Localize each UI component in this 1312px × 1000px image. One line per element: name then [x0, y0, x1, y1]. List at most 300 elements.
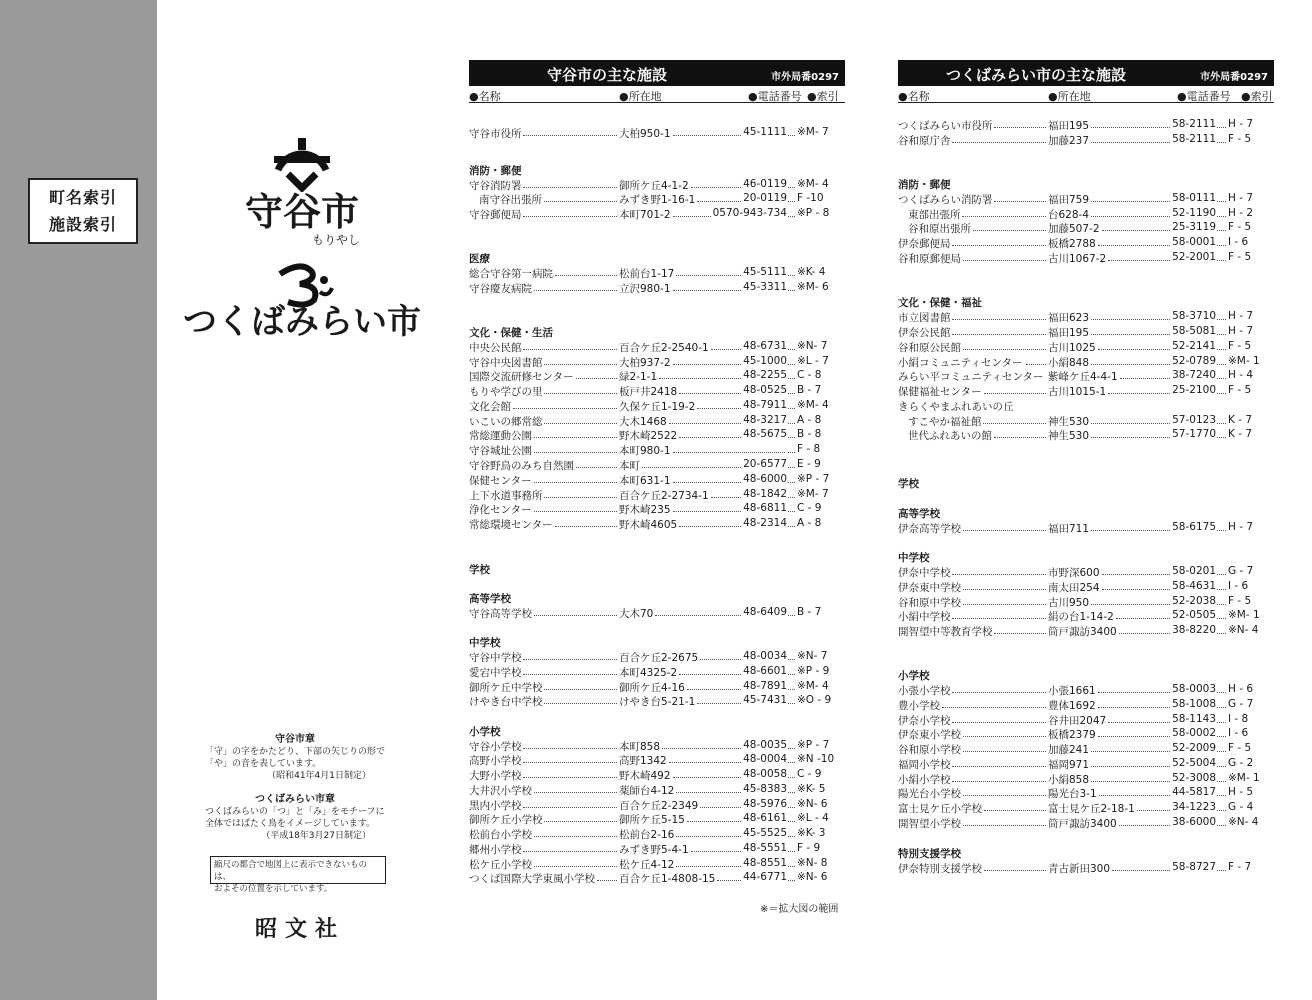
leader-dots — [523, 340, 617, 350]
leader-dots — [963, 727, 1046, 737]
facility-row[interactable] — [469, 126, 845, 140]
facility-name: 守谷消防署 — [469, 180, 522, 192]
facility-row[interactable] — [469, 384, 845, 398]
facility-name: 黒内小学校 — [469, 800, 522, 812]
leader-dots — [788, 178, 795, 188]
leader-dots — [952, 757, 1046, 767]
facility-address: 紫峰ケ丘4-4-1 — [1048, 371, 1118, 383]
leader-dots — [1217, 698, 1226, 708]
facility-row[interactable] — [469, 340, 845, 354]
leader-dots — [963, 786, 1046, 796]
map-index: ※O - 9 — [797, 694, 832, 706]
map-index: ※M- 1 — [1228, 609, 1260, 621]
facility-address: 大木1468 — [619, 416, 667, 428]
leader-dots — [952, 565, 1046, 575]
section-heading: 中学校 — [469, 637, 501, 649]
leader-dots — [1217, 310, 1226, 320]
leader-dots — [1217, 118, 1226, 128]
facility-phone: 58-0001 — [1172, 236, 1216, 248]
map-index: B - 8 — [797, 428, 822, 440]
facility-address: 御所ケ丘4-16 — [619, 682, 685, 694]
map-index: A - 8 — [797, 517, 822, 529]
facility-row[interactable] — [469, 178, 845, 192]
facility-phone: 52-2141 — [1172, 340, 1216, 352]
leader-dots — [1098, 698, 1170, 708]
facility-phone: 58-3710 — [1172, 310, 1216, 322]
tsukuba-emblem-note-line: つくばみらいの「つ」と「み」をモチーフに — [205, 807, 385, 817]
facility-name: 豊小学校 — [898, 700, 940, 712]
leader-dots — [523, 768, 617, 778]
leader-dots — [994, 428, 1046, 438]
moriya-emblem-icon — [268, 130, 336, 192]
facility-phone: 38-7240 — [1172, 369, 1216, 381]
facility-address: 御所ケ丘4-1-2 — [619, 180, 689, 192]
facility-row[interactable] — [898, 772, 1274, 786]
tsukuba-emblem-note-date: （平成18年3月27日制定） — [261, 831, 371, 841]
facility-row[interactable] — [469, 739, 845, 753]
map-index: I - 6 — [1228, 727, 1249, 739]
leader-dots — [1217, 595, 1226, 605]
leader-dots — [788, 812, 795, 822]
facility-name: 高野小学校 — [469, 755, 522, 767]
map-index: H - 7 — [1228, 310, 1254, 322]
section-heading: 文化・保健・福祉 — [898, 297, 982, 309]
facility-name: いこいの郷常総 — [469, 416, 543, 428]
leader-dots — [963, 595, 1046, 605]
facility-row[interactable] — [898, 565, 1274, 579]
facility-row[interactable] — [898, 801, 1274, 815]
facility-address: 青古新田300 — [1048, 863, 1111, 875]
leader-dots — [983, 414, 1046, 424]
facility-phone: 25-3119 — [1172, 221, 1216, 233]
facility-name: 伊奈東小学校 — [898, 729, 961, 741]
facility-address: 板橋2379 — [1048, 729, 1096, 741]
facility-address: 大柏937-2 — [619, 357, 671, 369]
leader-dots — [1217, 428, 1226, 438]
index-tab[interactable] — [28, 178, 138, 244]
facility-phone: 38-6000 — [1172, 816, 1216, 828]
facility-phone: 45-5525 — [743, 827, 787, 839]
section-heading: 医療 — [469, 253, 490, 265]
facility-row[interactable] — [898, 786, 1274, 800]
leader-dots — [534, 606, 617, 616]
leader-dots — [1137, 801, 1170, 811]
facility-address: 南太田254 — [1048, 582, 1100, 594]
town-index-label[interactable]: 町名索引 — [48, 188, 117, 207]
facility-row[interactable] — [469, 281, 845, 295]
leader-dots — [1217, 207, 1226, 217]
facility-row[interactable] — [898, 727, 1274, 741]
leader-dots — [534, 443, 617, 453]
facility-address: 小絹858 — [1048, 774, 1090, 786]
facility-name: 谷和原中学校 — [898, 597, 961, 609]
leader-dots — [1102, 565, 1171, 575]
leader-dots — [788, 458, 795, 468]
leader-dots — [669, 414, 741, 424]
facility-row[interactable] — [469, 473, 845, 487]
facility-row[interactable] — [469, 443, 845, 457]
leader-dots — [1217, 742, 1226, 752]
leader-dots — [523, 665, 617, 675]
facility-phone: 45-1000 — [743, 355, 787, 367]
map-index: F - 5 — [1228, 340, 1252, 352]
facility-row[interactable] — [469, 768, 845, 782]
section-heading: 小学校 — [469, 726, 501, 738]
leader-dots — [1119, 624, 1170, 634]
facility-address: 福田711 — [1048, 523, 1090, 535]
leader-dots — [544, 694, 617, 704]
leader-dots — [576, 369, 617, 379]
facility-name: すこやか福祉館 — [908, 416, 982, 428]
moriya-facility-column — [469, 60, 845, 885]
facility-row[interactable] — [898, 118, 1274, 132]
facility-row[interactable] — [469, 458, 845, 472]
facility-address: 本町701-2 — [619, 209, 671, 221]
leader-dots — [963, 742, 1046, 752]
facility-name: 守谷中央図書館 — [469, 357, 543, 369]
facility-name: 浄化センター — [469, 504, 532, 516]
leader-dots — [534, 473, 617, 483]
facility-phone: 48-6161 — [743, 812, 787, 824]
facility-row[interactable] — [469, 871, 845, 885]
facility-row[interactable] — [469, 827, 845, 841]
leader-dots — [1217, 369, 1226, 379]
section-heading: 高等学校 — [898, 508, 940, 520]
facility-phone: 52-1190 — [1172, 207, 1216, 219]
facility-row[interactable] — [469, 694, 845, 708]
facility-address: 本町4325-2 — [619, 667, 678, 679]
leader-dots — [711, 340, 741, 350]
leader-dots — [788, 739, 795, 749]
leader-dots — [679, 665, 741, 675]
facility-row[interactable] — [898, 355, 1274, 369]
scale-note-line: 縮尺の都合で地図上に表示できないものは、 — [214, 860, 368, 882]
facility-phone: 48-0034 — [743, 650, 787, 662]
facility-address: 富士見ケ丘2-18-1 — [1048, 803, 1135, 815]
facility-phone: 58-0201 — [1172, 565, 1216, 577]
facility-address: 大木70 — [619, 608, 654, 620]
sidebar — [0, 0, 157, 1000]
facility-row[interactable] — [469, 798, 845, 812]
leader-dots — [788, 694, 795, 704]
facility-row[interactable] — [469, 428, 845, 442]
facility-row[interactable] — [898, 521, 1274, 535]
facility-row[interactable] — [898, 683, 1274, 697]
facility-row[interactable] — [469, 517, 845, 531]
facility-phone: 58-0002 — [1172, 727, 1216, 739]
leader-dots — [788, 768, 795, 778]
facility-row[interactable] — [469, 753, 845, 767]
facility-address: 本町 — [619, 460, 640, 472]
column-header — [469, 60, 845, 86]
facility-address: 百合ケ丘2-2734-1 — [619, 490, 709, 502]
facility-name: 国際交流研修センター — [469, 371, 574, 383]
facility-name: 谷和原小学校 — [898, 744, 961, 756]
facility-name: 保健福祉センター — [898, 386, 982, 398]
facility-address: 松ケ丘4-12 — [619, 859, 675, 871]
section-heading: 学校 — [469, 564, 490, 576]
header-name: ●名称 — [469, 90, 501, 103]
facility-address: 筒戸諏訪3400 — [1048, 818, 1117, 830]
facility-address: 福田759 — [1048, 194, 1090, 206]
leader-dots — [788, 355, 795, 365]
leader-dots — [576, 458, 617, 468]
facility-name: 守谷市役所 — [469, 128, 522, 140]
leader-dots — [534, 857, 617, 867]
facility-address: 本町631-1 — [619, 475, 671, 487]
leader-dots — [1108, 251, 1170, 261]
map-index: ※K- 5 — [797, 783, 826, 795]
facility-row[interactable] — [898, 207, 1274, 221]
facility-phone: 48-5675 — [743, 428, 787, 440]
facility-phone: 52-0505 — [1172, 609, 1216, 621]
facility-phone: 46-0119 — [743, 178, 787, 190]
facility-row[interactable] — [898, 816, 1274, 830]
facility-name: 総合守谷第一病院 — [469, 268, 553, 280]
facility-address: 立沢980-1 — [619, 283, 671, 295]
facility-phone: 58-6175 — [1172, 521, 1216, 533]
leader-dots — [1091, 742, 1170, 752]
leader-dots — [1217, 683, 1226, 693]
facility-name: 伊奈特別支援学校 — [898, 863, 982, 875]
map-index: ※P - 7 — [797, 739, 830, 751]
leader-dots — [1091, 133, 1170, 143]
map-index: ※P - 9 — [797, 665, 830, 677]
leader-dots — [788, 443, 795, 453]
facility-phone: 48-5551 — [743, 842, 787, 854]
map-index: F -10 — [797, 192, 824, 204]
facility-row[interactable] — [898, 428, 1274, 442]
facility-name: 守谷城址公園 — [469, 445, 532, 457]
tsukubamirai-city-name: つくばみらい市 — [183, 302, 421, 342]
leader-dots — [952, 772, 1046, 782]
facility-row[interactable] — [898, 236, 1274, 250]
leader-dots — [673, 768, 742, 778]
facility-name: 御所ケ丘小学校 — [469, 814, 543, 826]
leader-dots — [788, 517, 795, 527]
facility-row[interactable] — [469, 842, 845, 856]
facility-address: 野木崎2522 — [619, 430, 678, 442]
leader-dots — [1098, 683, 1170, 693]
facility-phone: 0570-943-734 — [712, 207, 787, 219]
map-index: F - 7 — [1228, 861, 1252, 873]
facility-row[interactable] — [898, 624, 1274, 638]
map-index: I - 6 — [1228, 236, 1249, 248]
facility-row[interactable] — [469, 783, 845, 797]
leader-dots — [679, 428, 741, 438]
facility-address: 御所ケ丘5-15 — [619, 814, 685, 826]
facility-row[interactable] — [469, 665, 845, 679]
facility-row[interactable] — [898, 221, 1274, 235]
map-index: ※M- 1 — [1228, 772, 1260, 784]
publisher-name: 昭文社 — [254, 917, 345, 942]
moriya-city-kana: もりやし — [311, 233, 360, 247]
facility-address: 百合ケ丘2-2349 — [619, 800, 699, 812]
facility-row[interactable] — [898, 192, 1274, 206]
facility-row[interactable] — [469, 606, 845, 620]
facility-phone: 57-0123 — [1172, 414, 1216, 426]
facility-phone: 48-0004 — [743, 753, 787, 765]
facility-name: 開智望小学校 — [898, 818, 961, 830]
facility-name: 小絹コミュニティセンター — [898, 357, 1023, 369]
facility-row[interactable] — [898, 133, 1274, 147]
leader-dots — [659, 369, 741, 379]
map-index: H - 4 — [1228, 369, 1254, 381]
facility-row[interactable] — [469, 650, 845, 664]
facility-row[interactable] — [469, 857, 845, 871]
leader-dots — [1102, 221, 1171, 231]
facility-name: 守谷中学校 — [469, 652, 522, 664]
facility-name: 守谷野鳥のみち自然園 — [469, 460, 574, 472]
leader-dots — [1217, 713, 1226, 723]
facility-row[interactable] — [898, 251, 1274, 265]
facility-row[interactable] — [898, 609, 1274, 623]
facility-phone: 52-0789 — [1172, 355, 1216, 367]
facility-address: 薬師台4-12 — [619, 785, 675, 797]
map-index: G - 7 — [1228, 565, 1254, 577]
leader-dots — [994, 192, 1046, 202]
facility-row[interactable] — [898, 757, 1274, 771]
facility-row[interactable] — [898, 861, 1274, 875]
facility-row[interactable] — [469, 414, 845, 428]
facility-name: 開智望中等教育学校 — [898, 626, 993, 638]
facility-phone: 52-3008 — [1172, 772, 1216, 784]
facility-phone: 58-5081 — [1172, 325, 1216, 337]
map-index: ※M- 7 — [797, 488, 829, 500]
leader-dots — [788, 207, 795, 217]
map-index: ※M- 4 — [797, 178, 829, 190]
facility-name: 中央公民館 — [469, 342, 522, 354]
map-index: ※N- 4 — [1228, 816, 1259, 828]
map-index: H - 7 — [1228, 521, 1254, 533]
leader-dots — [523, 178, 617, 188]
facility-phone: 48-6731 — [743, 340, 787, 352]
leader-dots — [523, 739, 617, 749]
leader-dots — [662, 739, 741, 749]
facility-address: けやき台5-21-1 — [619, 696, 696, 708]
leader-dots — [1091, 595, 1170, 605]
header-phone: ●電話番号 — [748, 90, 802, 103]
leader-dots — [788, 783, 795, 793]
facility-row[interactable] — [898, 399, 1274, 413]
facility-row[interactable] — [898, 325, 1274, 339]
column-subheader — [469, 86, 845, 103]
facility-name: 大井沢小学校 — [469, 785, 532, 797]
facility-row[interactable] — [469, 680, 845, 694]
leader-dots — [788, 384, 795, 394]
facility-phone: 45-3311 — [743, 281, 787, 293]
facility-row[interactable] — [898, 698, 1274, 712]
leader-dots — [1091, 325, 1170, 335]
moriya-emblem-note — [205, 734, 385, 782]
leader-dots — [544, 384, 617, 394]
leader-dots — [1108, 713, 1170, 723]
facility-address: 本町858 — [619, 741, 661, 753]
facility-name: もりや学びの里 — [469, 386, 543, 398]
leader-dots — [994, 118, 1046, 128]
facility-row[interactable] — [469, 207, 845, 221]
facility-phone: 48-6601 — [743, 665, 787, 677]
map-index: E - 9 — [797, 458, 821, 470]
map-index: ※M- 7 — [797, 126, 829, 138]
leader-dots — [788, 281, 795, 291]
leader-dots — [513, 399, 617, 409]
leader-dots — [952, 713, 1046, 723]
leader-dots — [673, 126, 742, 136]
facility-row[interactable] — [898, 713, 1274, 727]
facility-name: 小張小学校 — [898, 685, 951, 697]
leader-dots — [952, 609, 1046, 619]
facility-row[interactable] — [898, 340, 1274, 354]
leader-dots — [994, 624, 1046, 634]
header-address: ●所在地 — [619, 90, 662, 103]
leader-dots — [534, 428, 617, 438]
leader-dots — [788, 606, 795, 616]
facility-row[interactable] — [898, 369, 1274, 383]
leader-dots — [952, 683, 1046, 693]
column-subheader — [898, 86, 1274, 103]
leader-dots — [1098, 236, 1170, 246]
facility-row[interactable] — [898, 742, 1274, 756]
facility-row[interactable] — [469, 488, 845, 502]
facility-phone: 58-2111 — [1172, 118, 1216, 130]
facility-phone: 58-8727 — [1172, 861, 1216, 873]
facility-name: 世代ふれあいの館 — [908, 430, 992, 442]
facility-address: みずき野1-16-1 — [619, 194, 696, 206]
facility-phone: 58-1143 — [1172, 713, 1216, 725]
facility-address: 神生530 — [1048, 430, 1090, 442]
leader-dots — [1217, 325, 1226, 335]
leader-dots — [523, 207, 617, 217]
facility-phone: 48-7911 — [743, 399, 787, 411]
facility-row[interactable] — [898, 310, 1274, 324]
facility-row[interactable] — [469, 399, 845, 413]
facility-row[interactable] — [469, 355, 845, 369]
facility-row[interactable] — [469, 266, 845, 280]
facility-row[interactable] — [898, 595, 1274, 609]
facility-name: 保健センター — [469, 475, 532, 487]
header-address: ●所在地 — [1048, 90, 1091, 103]
leader-dots — [676, 783, 741, 793]
leader-dots — [691, 178, 742, 188]
facility-row[interactable] — [469, 369, 845, 383]
leader-dots — [1217, 727, 1226, 737]
facility-row[interactable] — [898, 414, 1274, 428]
tsukuba-emblem-note-line: 全体ではばたく鳥をイメージしています。 — [205, 819, 376, 829]
leader-dots — [1217, 772, 1226, 782]
facility-index-label[interactable]: 施設索引 — [48, 215, 117, 234]
facility-phone: 58-0003 — [1172, 683, 1216, 695]
facility-row[interactable] — [469, 502, 845, 516]
map-index: ※N -10 — [797, 753, 835, 765]
facility-phone: 48-8551 — [743, 857, 787, 869]
leader-dots — [555, 517, 617, 527]
leader-dots — [711, 488, 741, 498]
facility-phone: 52-2009 — [1172, 742, 1216, 754]
facility-address: 加藤241 — [1048, 744, 1090, 756]
facility-name: 常総運動公園 — [469, 430, 532, 442]
map-index: ※L - 7 — [797, 355, 829, 367]
map-index: C - 8 — [797, 369, 822, 381]
facility-row[interactable] — [469, 812, 845, 826]
facility-row[interactable] — [469, 192, 845, 206]
leader-dots — [544, 812, 617, 822]
leader-dots — [788, 488, 795, 498]
facility-row[interactable] — [898, 384, 1274, 398]
facility-row[interactable] — [898, 580, 1274, 594]
leader-dots — [697, 399, 741, 409]
facility-address: 百合ケ丘2-2675 — [619, 652, 699, 664]
